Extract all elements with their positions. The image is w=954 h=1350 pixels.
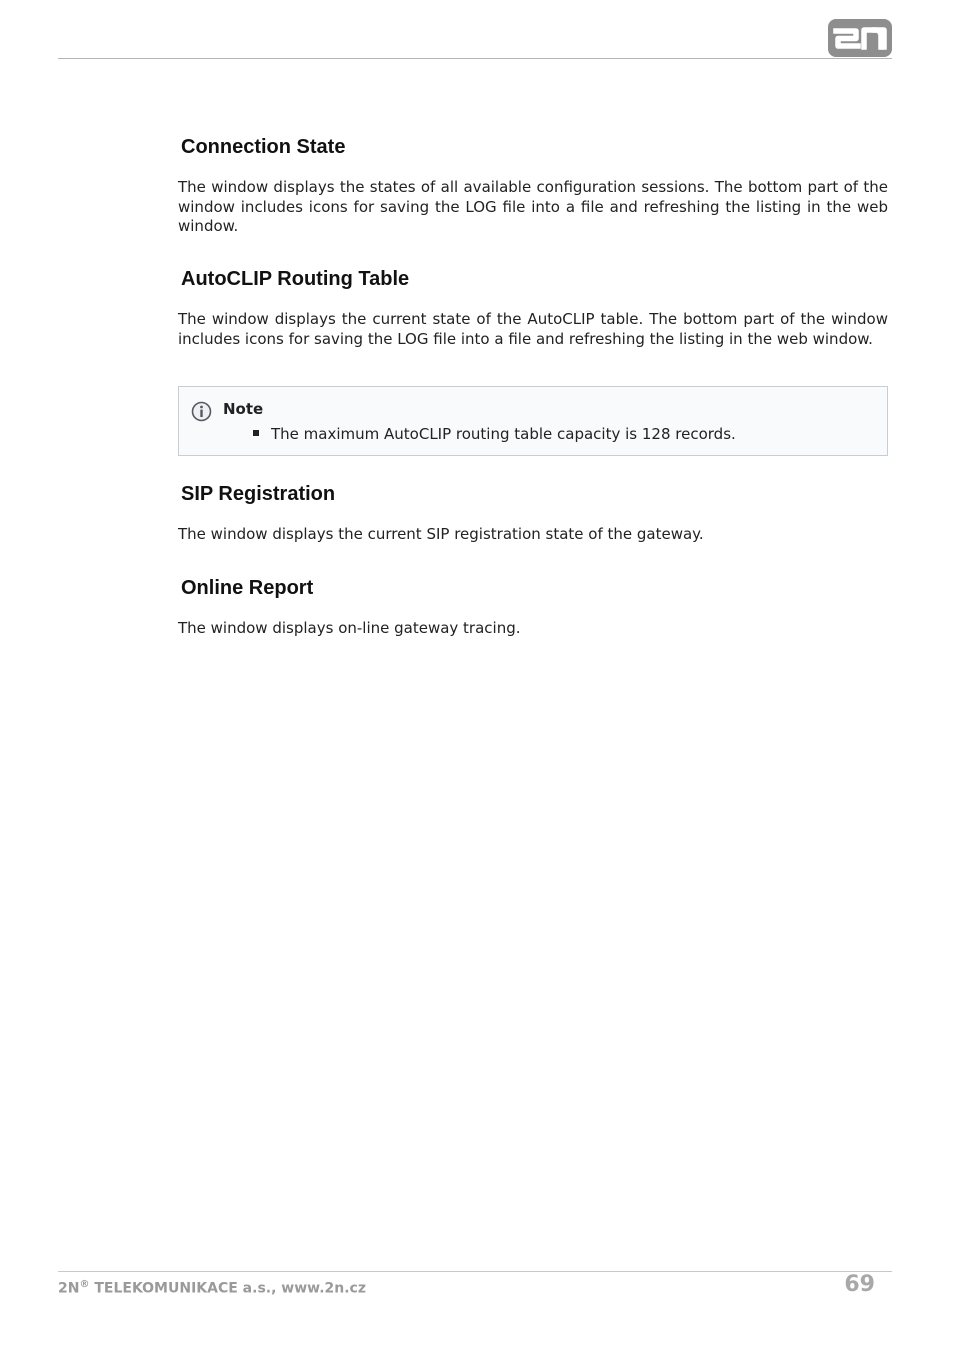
footer-company [58, 1279, 366, 1297]
brand-logo [828, 19, 892, 57]
footer-company-name: TELEKOMUNIKACE a.s., www.2n.cz [89, 1280, 366, 1297]
page-number: 69 [844, 1272, 875, 1297]
section-text-connection-state: The window displays the states of all available configuration sessions. The bottom part of the window includes icons for saving the LOG file into a file and refreshing the listing in the web window. [178, 178, 888, 236]
section-title-connection-state: Connection State [181, 136, 346, 158]
section-title-online-report: Online Report [181, 577, 314, 599]
section-title-sip-registration: SIP Registration [181, 483, 336, 505]
logo-2n-mark [828, 19, 892, 57]
header-rule [58, 58, 892, 59]
note-box [178, 386, 888, 456]
registered-mark: ® [79, 1279, 90, 1290]
note-item: The maximum AutoCLIP routing table capacity is 128 records. [271, 425, 736, 443]
footer-brand: 2N [58, 1280, 80, 1297]
section-text-sip-registration: The window displays the current SIP registration state of the gateway. [178, 525, 704, 543]
section-text-online-report: The window displays on-line gateway tracing. [178, 619, 521, 637]
note-title: Note [223, 400, 264, 418]
info-icon [191, 401, 212, 422]
note-bullet [253, 430, 259, 436]
section-title-autoclip-routing-table: AutoCLIP Routing Table [181, 268, 410, 290]
section-text-autoclip-routing-table: The window displays the current state of the AutoCLIP table. The bottom part of the window includes icons for saving the LOG file into a file and refreshing the listing in the web window. [178, 310, 888, 348]
footer-rule [58, 1271, 892, 1272]
